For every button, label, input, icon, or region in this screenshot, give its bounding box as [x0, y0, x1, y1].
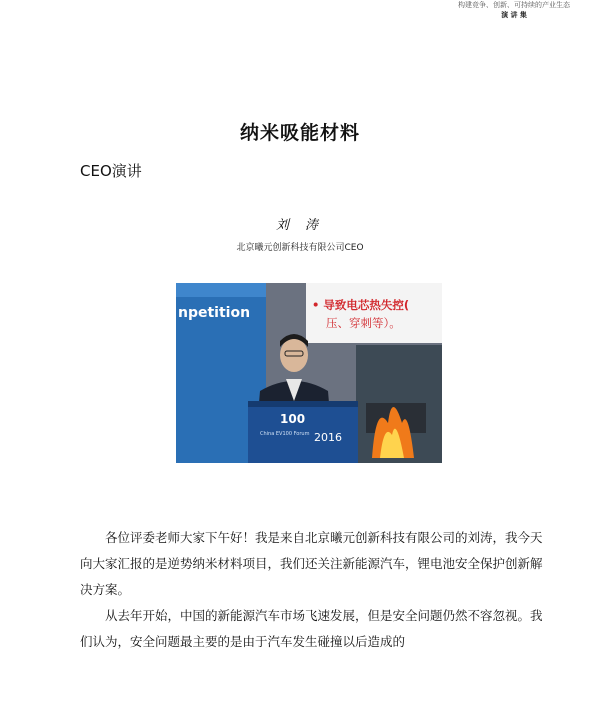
podium-subtitle: China EV100 Forum [260, 431, 310, 437]
banner-top-strip [176, 283, 266, 297]
podium-top [248, 401, 358, 407]
speaker-photo [176, 283, 442, 463]
speaker-photo-illustration [176, 283, 442, 463]
running-header [458, 0, 570, 20]
document-title: 纳米吸能材料 [239, 122, 360, 144]
slide-line-2: 压、穿刺等）。 [326, 316, 401, 330]
podium-logo: 100 [280, 412, 306, 426]
speaker-affiliation: 北京曦元创新科技有限公司CEO [236, 243, 364, 253]
running-header-line: 构建竞争、创新、可持续的产业生态 [458, 1, 570, 9]
speaker-head [280, 338, 308, 372]
body-text [80, 525, 550, 655]
slide-line-1: • 导致电芯热失控( [312, 298, 410, 312]
podium-year: 2016 [314, 431, 342, 444]
speaker-name: 刘 涛 [275, 218, 325, 233]
body-paragraph: 从去年开始，中国的新能源汽车市场飞速发展，但是安全问题仍然不容忽视。我们认为，安全问题最主要的是由于汽车发生碰撞以后造成的 [80, 608, 543, 649]
body-paragraph: 各位评委老师大家下午好！我是来自北京曦元创新科技有限公司的刘涛，我今天向大家汇报的是逆势纳米材料项目，我们还关注新能源汽车，锂电池安全保护创新解决方案。 [80, 530, 543, 597]
slide-panel [306, 283, 442, 343]
section-heading: CEO演讲 [80, 162, 142, 180]
running-header-section: 演 讲 集 [501, 11, 527, 19]
banner-left-text: npetition [178, 305, 251, 321]
